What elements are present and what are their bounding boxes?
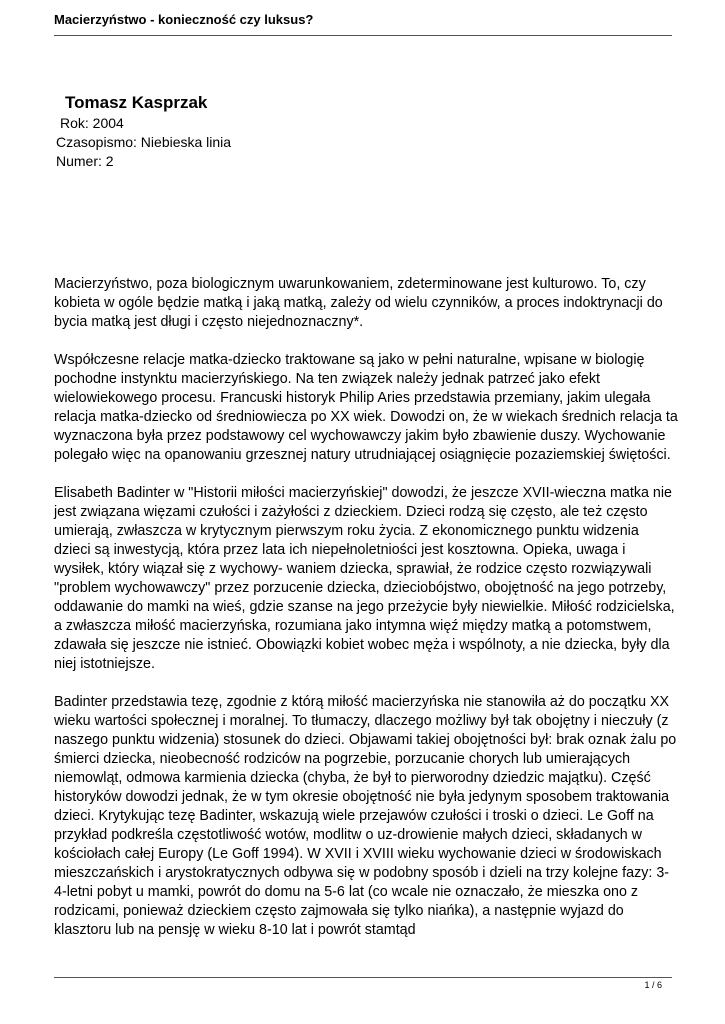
article-body	[54, 275, 679, 959]
page-header	[54, 12, 672, 28]
paragraph: Badinter przedstawia tezę, zgodnie z którą miłość macierzyńska nie stanowiła aż do początku XX wieku wartości społecznej i moralnej. To tłumaczy, dlaczego możliwy był tak obojętny i nieczuły (z naszego punktu widzenia) stosunek do dzieci. Objawami takiej obojętności był: brak oznak żalu po śmierci dziecka, nieobecność rodziców na pogrzebie, porzucanie chorych lub umierających niemowląt, odmowa karmienia dziecka (chyba, że był to pierworodny dziedzic majątku). Część historyków dowodzi jednak, że w tym okresie obojętność nie była jedynym sposobem traktowania dzieci. Krytykując tezę Badinter, wskazują wiele przejawów czułości i troski o dzieci. Le Goff na przykład podkreśla częstotliwość wotów, modlitw o uz-drowienie małych dzieci, składanych w kościołach całej Europy (Le Goff 1994). W XVII i XVIII wieku wychowanie dzieci w środowiskach mieszczańskich i arystokratycznych odbywa się w podobny sposób i dzieli na trzy kolejne fazy: 3-4-letni pobyt u mamki, powrót do domu na 5-6 lat (co wcale nie oznaczało, że mieszka ono z rodzicami, ponieważ dzieckiem często zajmowała się tylko niańka), a następnie wyjazd do klasztoru lub na pensję w wieku 8-10 lat i powrót stamtąd	[54, 694, 677, 938]
year-line: Rok: 2004	[60, 115, 124, 131]
footer-divider	[54, 977, 672, 978]
paragraph: Macierzyństwo, poza biologicznym uwarunkowaniem, zdeterminowane jest kulturowo. To, czy kobieta w ogóle będzie matką i jaką matką, zależy od wielu czynników, a proces indoktrynacji do bycia matką jest długi i często niejednoznaczny*.	[54, 276, 663, 330]
page-number: 1 / 6	[644, 980, 662, 990]
issue-line: Numer: 2	[56, 153, 114, 169]
header-divider	[54, 35, 672, 36]
paragraph: Elisabeth Badinter w "Historii miłości macierzyńskiej" dowodzi, że jeszcze XVII-wieczna matka nie jest związana więzami czułości i zażyłości z dzieckiem. Dzieci rodzą się często, ale też często umierają, zwłaszcza w krytycznym pierwszym roku życia. Z ekonomicznego punktu widzenia dzieci są inwestycją, która przez lata ich niepełnoletniości jest kosztowna. Opieka, uwaga i wysiłek, który wiązał się z wychowy- waniem dziecka, sprawiał, że rodzice często rozwiązywali "problem wychowawczy" przez porzucenie dziecka, dzieciobójstwo, obojętność na jego potrzeby, oddawanie do mamki na wieś, gdzie szanse na jego przeżycie były niewielkie. Miłość rodzicielska, a zwłaszcza miłość macierzyńska, rozumiana jako intymna więź między matką a potomstwem, zdawała się jeszcze nie istnieć. Obowiązki kobiet wobec męża i wspólnoty, a nie dziecka, były dla niej istotniejsze.	[54, 485, 675, 672]
document-title: Macierzyństwo - konieczność czy luksus?	[54, 12, 314, 27]
journal-line: Czasopismo: Niebieska linia	[56, 134, 232, 150]
author-name: Tomasz Kasprzak	[65, 93, 208, 112]
article-meta	[54, 92, 231, 171]
paragraph: Współczesne relacje matka-dziecko traktowane są jako w pełni naturalne, wpisane w biologię pochodne instynktu macierzyńskiego. Na ten związek należy jednak patrzeć jako efekt wielowiekowego procesu. Francuski historyk Philip Aries przedstawia przemiany, jakim ulegała relacja matka-dziecko od średniowiecza po XX wiek. Dowodzi on, że w wiekach średnich relacja ta wyznaczona była przez podstawowy cel wychowawczy jakim było zbawienie duszy. Wychowanie polegało więc na opanowaniu grzesznej natury utrudniającej osiągnięcie pozaziemskiej świętości.	[54, 352, 678, 463]
